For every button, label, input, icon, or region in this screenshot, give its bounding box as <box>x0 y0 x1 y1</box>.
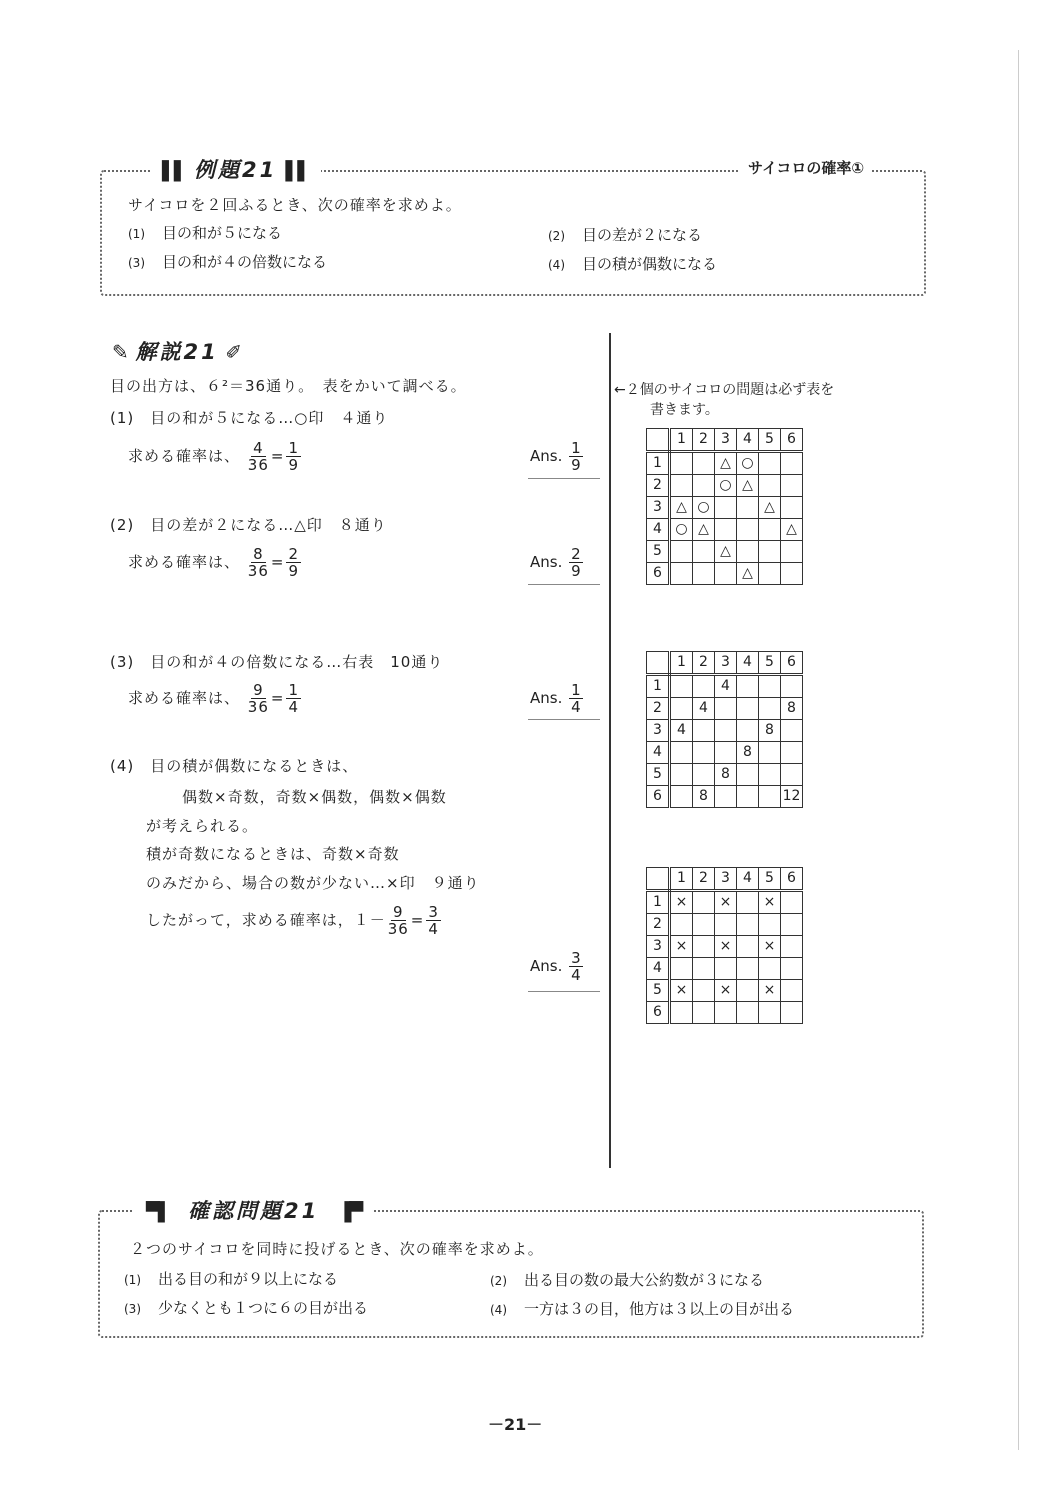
table-cell: × <box>670 980 693 1002</box>
table-cell <box>737 958 759 980</box>
table-cell <box>670 675 693 698</box>
table-cell <box>737 675 759 698</box>
table-cell: ○ <box>693 497 715 519</box>
table-cell: 8 <box>693 786 715 808</box>
table-cell <box>670 475 693 497</box>
table-cell <box>781 936 803 958</box>
table-cell <box>715 1002 737 1024</box>
table-cell: 1 <box>647 891 670 914</box>
table-cell: × <box>759 891 781 914</box>
table-cell <box>715 786 737 808</box>
table-cell <box>715 519 737 541</box>
table-header-cell <box>647 429 670 452</box>
table-cell: 4 <box>670 720 693 742</box>
pencil-icon: ✎ <box>112 340 129 364</box>
table-cell: 5 <box>647 541 670 563</box>
table-cell <box>693 675 715 698</box>
table-header-cell: 6 <box>781 652 803 675</box>
table-cell: 2 <box>647 475 670 497</box>
table-cell <box>737 519 759 541</box>
table-cell <box>670 742 693 764</box>
table-cell <box>715 742 737 764</box>
example-q2: (2) 目の差が２になる <box>548 226 703 244</box>
part4-answer: Ans. $\frac{3}{4}$ <box>530 949 581 984</box>
table-cell <box>759 475 781 497</box>
table-cell <box>737 786 759 808</box>
table-cell <box>670 452 693 475</box>
part3-calc: 求める確率は、 $\frac{9}{36}$ = $\frac{1}{4}$ <box>128 681 300 716</box>
table-cell <box>781 675 803 698</box>
table-header-cell: 5 <box>759 429 781 452</box>
part1-answer: Ans. $\frac{1}{9}$ <box>530 439 581 474</box>
explanation-heading <box>112 336 242 366</box>
table-header-cell <box>647 652 670 675</box>
table-cell <box>737 936 759 958</box>
table-cell <box>781 742 803 764</box>
table-header-cell: 3 <box>715 868 737 891</box>
table-cell <box>737 980 759 1002</box>
dice-table-2 <box>646 651 803 808</box>
table-cell <box>781 497 803 519</box>
table-cell <box>693 720 715 742</box>
table-cell <box>715 914 737 936</box>
bar-marks: ▌▌ <box>285 161 310 182</box>
table-cell <box>781 541 803 563</box>
table-cell <box>781 563 803 585</box>
table-cell <box>759 698 781 720</box>
table-cell: 2 <box>647 698 670 720</box>
answer-underline <box>528 719 600 720</box>
table-row <box>647 936 803 958</box>
table-cell: × <box>670 891 693 914</box>
table-cell <box>781 914 803 936</box>
table-cell: 3 <box>647 936 670 958</box>
table-cell <box>759 675 781 698</box>
table-cell: 1 <box>647 675 670 698</box>
part2-calc: 求める確率は、 $\frac{8}{36}$ = $\frac{2}{9}$ <box>128 545 300 580</box>
example-q4: (4) 目の積が偶数になる <box>548 255 718 273</box>
table-cell: ○ <box>670 519 693 541</box>
table-cell: 5 <box>647 764 670 786</box>
table-row <box>647 475 803 497</box>
table-cell <box>693 980 715 1002</box>
part4-line2: が考えられる。 <box>146 817 259 835</box>
table-cell <box>737 698 759 720</box>
table-cell: × <box>715 936 737 958</box>
check-q3: (3) 少なくとも１つに６の目が出る <box>124 1299 369 1317</box>
table-cell <box>781 958 803 980</box>
table-row <box>647 764 803 786</box>
table-row <box>647 980 803 1002</box>
table-header-cell: 4 <box>737 868 759 891</box>
table-header-cell: 3 <box>715 429 737 452</box>
table-note: ←２個のサイコロの問題は必ず表を 書きます。 <box>614 382 835 418</box>
table-cell <box>759 452 781 475</box>
table-cell <box>693 563 715 585</box>
table-cell <box>737 541 759 563</box>
page-number: －21－ <box>488 1415 543 1434</box>
table-cell <box>670 764 693 786</box>
intro-text: 目の出方は、６²＝36通り。 表をかいて調べる。 <box>110 377 467 395</box>
table-cell: × <box>759 936 781 958</box>
table-header-cell: 2 <box>693 652 715 675</box>
table-cell <box>670 786 693 808</box>
table-cell <box>737 914 759 936</box>
answer-underline <box>528 991 600 992</box>
table-row <box>647 563 803 585</box>
table-cell <box>759 914 781 936</box>
table-cell: 5 <box>647 980 670 1002</box>
table-row <box>647 742 803 764</box>
table-cell: 4 <box>715 675 737 698</box>
table-cell: × <box>715 891 737 914</box>
table-row <box>647 1002 803 1024</box>
part1-head: (1) 目の和が５になる…○印 ４通り <box>110 409 389 427</box>
part3-head: (3) 目の和が４の倍数になる…右表 10通り <box>110 653 444 671</box>
table-header-cell: 5 <box>759 652 781 675</box>
table-cell: △ <box>781 519 803 541</box>
table-cell <box>759 742 781 764</box>
table-row <box>647 958 803 980</box>
table-cell <box>670 1002 693 1024</box>
answer-underline <box>528 478 600 479</box>
table-cell: × <box>670 936 693 958</box>
answer-underline <box>528 584 600 585</box>
explanation-title: 解説21 <box>135 340 219 364</box>
table-cell <box>693 541 715 563</box>
check-q4: (4) 一方は３の目，他方は３以上の目が出る <box>490 1300 795 1318</box>
table-cell: 8 <box>781 698 803 720</box>
table-header-cell: 2 <box>693 429 715 452</box>
check-q1: (1) 出る目の和が９以上になる <box>124 1270 339 1288</box>
table-cell <box>670 958 693 980</box>
table-row <box>647 519 803 541</box>
table-cell: △ <box>715 452 737 475</box>
table-row <box>647 698 803 720</box>
table-cell <box>715 497 737 519</box>
check-prompt: ２つのサイコロを同時に投げるとき、次の確率を求めよ。 <box>130 1240 544 1258</box>
table-cell <box>759 764 781 786</box>
check-title-row <box>134 1195 373 1225</box>
check-title: 確認問題21 <box>187 1199 320 1223</box>
part4-line5: したがって，求める確率は，１－ $\frac{9}{36}$ = $\frac{3}{4}$ <box>146 903 439 938</box>
table-header-cell: 1 <box>670 868 693 891</box>
example-q1: (1) 目の和が５になる <box>128 224 283 242</box>
table-row <box>647 914 803 936</box>
part4-line1: 偶数×奇数，奇数×偶数，偶数×偶数 <box>182 788 447 806</box>
table-row <box>647 497 803 519</box>
dice-table-3 <box>646 867 803 1024</box>
part4-head: (4) 目の積が偶数になるときは、 <box>110 757 359 775</box>
bar-marks: ▐▀ <box>337 1202 362 1223</box>
table-cell <box>759 563 781 585</box>
table-cell: △ <box>759 497 781 519</box>
table-cell <box>693 742 715 764</box>
table-cell: 4 <box>647 958 670 980</box>
table-header-cell: 2 <box>693 868 715 891</box>
table-cell: × <box>715 980 737 1002</box>
table-cell <box>737 720 759 742</box>
table-cell: 8 <box>715 764 737 786</box>
table-cell <box>781 764 803 786</box>
table-cell <box>670 914 693 936</box>
table-cell: ○ <box>737 452 759 475</box>
table-cell <box>781 1002 803 1024</box>
table-cell <box>715 563 737 585</box>
table-cell <box>759 786 781 808</box>
table-cell <box>670 563 693 585</box>
table-cell <box>693 1002 715 1024</box>
table-header-cell: 6 <box>781 868 803 891</box>
table-cell: 6 <box>647 563 670 585</box>
check-q2: (2) 出る目の数の最大公約数が３になる <box>490 1271 765 1289</box>
table-cell: △ <box>715 541 737 563</box>
table-cell <box>693 936 715 958</box>
table-cell: 4 <box>693 698 715 720</box>
table-row <box>647 891 803 914</box>
table-cell <box>781 475 803 497</box>
table-cell <box>715 958 737 980</box>
table-cell <box>693 891 715 914</box>
bar-marks: ▌▌ <box>162 161 186 182</box>
example-title: 例題21 <box>193 158 278 182</box>
table-row <box>647 541 803 563</box>
part2-head: (2) 目の差が２になる…△印 ８通り <box>110 516 387 534</box>
vertical-divider <box>609 333 611 1168</box>
table-cell: △ <box>693 519 715 541</box>
table-cell <box>693 914 715 936</box>
part2-answer: Ans. $\frac{2}{9}$ <box>530 545 581 580</box>
part4-line3: 積が奇数になるときは、奇数×奇数 <box>146 845 400 863</box>
table-header-cell: 1 <box>670 429 693 452</box>
dice-table-1 <box>646 428 803 585</box>
table-header-cell: 5 <box>759 868 781 891</box>
table-cell <box>759 958 781 980</box>
bar-marks: ▀▌ <box>146 1202 170 1223</box>
table-cell <box>715 698 737 720</box>
table-cell: 6 <box>647 786 670 808</box>
table-cell: 1 <box>647 452 670 475</box>
part3-answer: Ans. $\frac{1}{4}$ <box>530 681 581 716</box>
table-cell <box>737 1002 759 1024</box>
table-cell: 4 <box>647 742 670 764</box>
table-header-cell: 3 <box>715 652 737 675</box>
table-cell <box>759 1002 781 1024</box>
table-row <box>647 720 803 742</box>
table-cell: ○ <box>715 475 737 497</box>
table-header-cell: 4 <box>737 652 759 675</box>
example-category: サイコロの確率① <box>740 157 872 178</box>
table-cell <box>781 720 803 742</box>
table-header-cell: 1 <box>670 652 693 675</box>
table-cell <box>737 764 759 786</box>
table-row <box>647 786 803 808</box>
table-cell <box>693 452 715 475</box>
table-cell <box>670 698 693 720</box>
part1-calc: 求める確率は、 $\frac{4}{36}$ = $\frac{1}{9}$ <box>128 439 300 474</box>
table-header-cell: 4 <box>737 429 759 452</box>
example-prompt: サイコロを２回ふるとき、次の確率を求めよ。 <box>128 196 462 214</box>
table-row <box>647 675 803 698</box>
table-cell: 8 <box>759 720 781 742</box>
table-cell <box>759 541 781 563</box>
table-cell: 3 <box>647 497 670 519</box>
table-header-cell <box>647 868 670 891</box>
table-header-cell: 6 <box>781 429 803 452</box>
table-cell <box>693 764 715 786</box>
table-cell: △ <box>737 563 759 585</box>
table-cell <box>670 541 693 563</box>
table-cell <box>781 452 803 475</box>
table-cell: 12 <box>781 786 803 808</box>
table-cell: 2 <box>647 914 670 936</box>
example-title-row <box>150 154 321 184</box>
table-cell <box>759 519 781 541</box>
table-cell <box>693 958 715 980</box>
part4-line4: のみだから、場合の数が少ない…×印 ９通り <box>146 874 480 892</box>
table-cell <box>781 980 803 1002</box>
table-cell: × <box>759 980 781 1002</box>
table-cell <box>715 720 737 742</box>
table-cell: △ <box>737 475 759 497</box>
table-cell: 4 <box>647 519 670 541</box>
table-cell <box>737 497 759 519</box>
example-q3: (3) 目の和が４の倍数になる <box>128 253 328 271</box>
table-row <box>647 452 803 475</box>
table-cell: 6 <box>647 1002 670 1024</box>
table-cell <box>693 475 715 497</box>
scan-edge <box>1018 50 1019 1450</box>
table-cell <box>781 891 803 914</box>
paperclip-icon: ✐ <box>225 340 243 364</box>
table-cell: 8 <box>737 742 759 764</box>
table-cell <box>737 891 759 914</box>
table-cell: 3 <box>647 720 670 742</box>
table-cell: △ <box>670 497 693 519</box>
